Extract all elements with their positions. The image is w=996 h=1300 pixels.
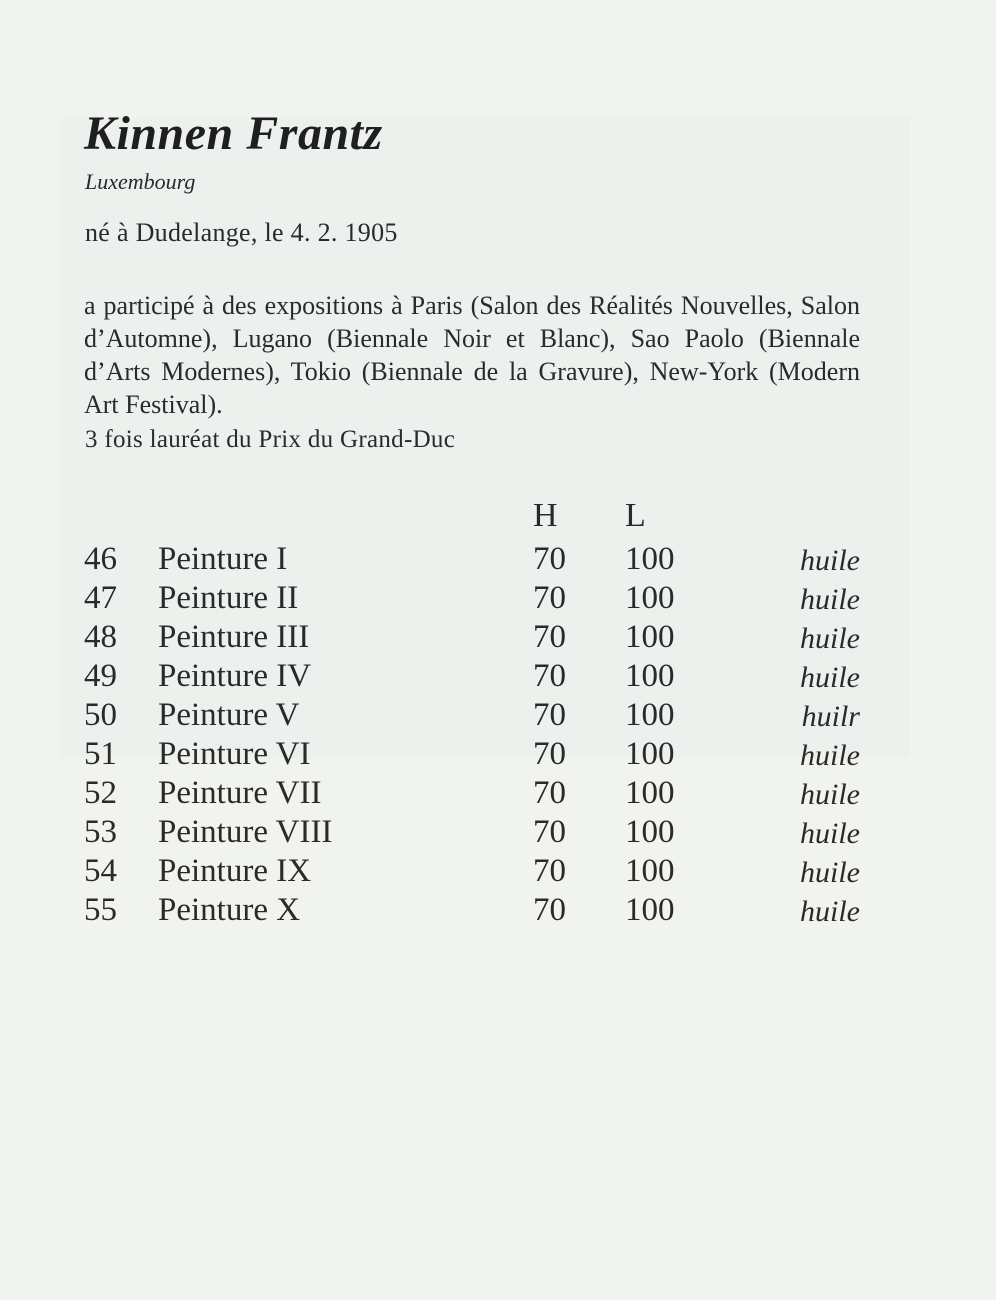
- work-width: 100: [625, 580, 675, 616]
- work-technique: huile: [800, 583, 860, 616]
- work-width: 100: [625, 619, 675, 655]
- work-title: Peinture V: [158, 697, 300, 733]
- work-number: 54: [84, 853, 117, 889]
- work-width: 100: [625, 892, 675, 928]
- work-row: [0, 580, 996, 619]
- work-width: 100: [625, 736, 675, 772]
- work-height: 70: [533, 619, 566, 655]
- column-header-height: H: [533, 497, 558, 534]
- work-technique: huile: [800, 817, 860, 850]
- work-height: 70: [533, 892, 566, 928]
- work-row: [0, 658, 996, 697]
- work-number: 46: [84, 541, 117, 577]
- work-height: 70: [533, 775, 566, 811]
- work-number: 51: [84, 736, 117, 772]
- work-number: 47: [84, 580, 117, 616]
- work-row: [0, 775, 996, 814]
- work-row: [0, 814, 996, 853]
- work-row: [0, 853, 996, 892]
- work-technique: huile: [800, 778, 860, 811]
- work-height: 70: [533, 697, 566, 733]
- work-title: Peinture X: [158, 892, 301, 928]
- work-row: [0, 619, 996, 658]
- work-row: [0, 697, 996, 736]
- work-height: 70: [533, 541, 566, 577]
- work-title: Peinture VII: [158, 775, 322, 811]
- work-width: 100: [625, 658, 675, 694]
- work-row: [0, 736, 996, 775]
- artist-biography: a participé à des expositions à Paris (Salon des Réalités Nouvelles, Salon d’Automne), Lugano (Biennale Noir et Blanc), Sao Paolo (Biennale d’Arts Modernes), Tokio (Biennale de la Gravure), New-York (Modern Art Festival).: [84, 291, 860, 419]
- work-title: Peinture IX: [158, 853, 312, 889]
- work-height: 70: [533, 658, 566, 694]
- artist-country: Luxembourg: [85, 169, 196, 194]
- works-list: [0, 541, 996, 931]
- work-technique: huile: [800, 622, 860, 655]
- work-technique: huile: [800, 895, 860, 928]
- work-height: 70: [533, 736, 566, 772]
- work-technique: huile: [800, 739, 860, 772]
- work-number: 53: [84, 814, 117, 850]
- work-title: Peinture VI: [158, 736, 311, 772]
- work-width: 100: [625, 697, 675, 733]
- column-header-width: L: [625, 497, 646, 534]
- work-technique: huile: [800, 856, 860, 889]
- work-number: 49: [84, 658, 117, 694]
- work-technique: huile: [800, 661, 860, 694]
- work-title: Peinture VIII: [158, 814, 333, 850]
- work-height: 70: [533, 580, 566, 616]
- work-title: Peinture II: [158, 580, 299, 616]
- work-title: Peinture III: [158, 619, 310, 655]
- work-title: Peinture IV: [158, 658, 312, 694]
- work-row: [0, 541, 996, 580]
- work-width: 100: [625, 541, 675, 577]
- artist-birth: né à Dudelange, le 4. 2. 1905: [85, 218, 398, 247]
- work-number: 52: [84, 775, 117, 811]
- work-technique: huile: [800, 544, 860, 577]
- work-width: 100: [625, 775, 675, 811]
- work-height: 70: [533, 814, 566, 850]
- artist-award: 3 fois lauréat du Prix du Grand-Duc: [85, 426, 456, 453]
- work-number: 50: [84, 697, 117, 733]
- work-technique: huilr: [801, 700, 860, 733]
- work-number: 48: [84, 619, 117, 655]
- work-width: 100: [625, 814, 675, 850]
- work-height: 70: [533, 853, 566, 889]
- work-row: [0, 892, 996, 931]
- work-number: 55: [84, 892, 117, 928]
- work-title: Peinture I: [158, 541, 288, 577]
- work-width: 100: [625, 853, 675, 889]
- artist-name: Kinnen Frantz: [84, 107, 383, 160]
